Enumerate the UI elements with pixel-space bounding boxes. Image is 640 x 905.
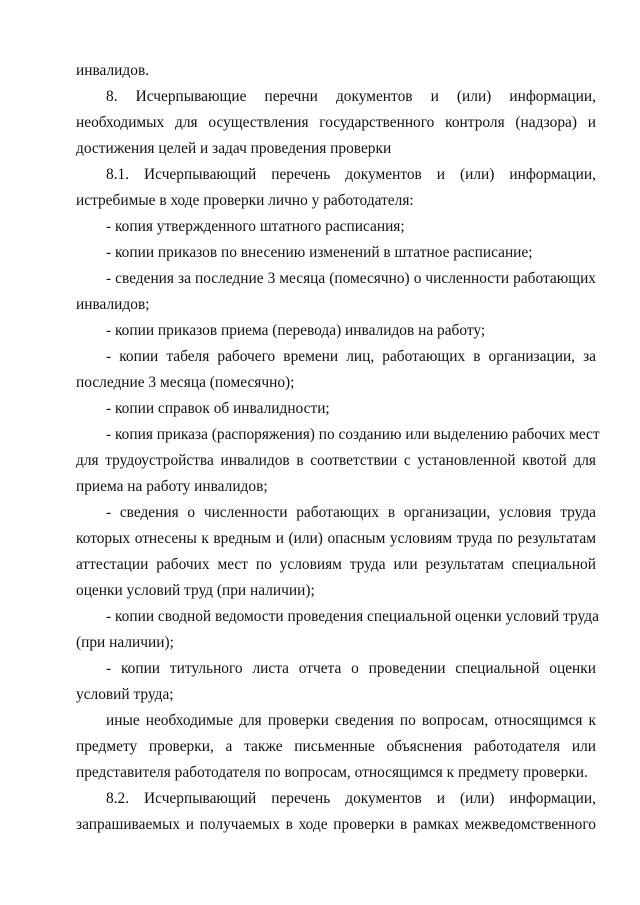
text-line: приема на работу инвалидов; <box>76 478 268 495</box>
text-line: достижения целей и задач проведения проверки <box>76 140 392 157</box>
text-line: инвалидов. <box>76 62 150 79</box>
text-line: - копии табеля рабочего времени лиц, работающих в организации, за <box>106 348 596 365</box>
text-line: условий труда; <box>76 686 174 703</box>
text-line: для трудоустройства инвалидов в соответствии с установленной квотой для <box>76 452 596 469</box>
text-line: - сведения за последние 3 месяца (помесячно) о численности работающих <box>106 270 596 287</box>
text-line: которых отнесены к вредным и (или) опасным условиям труда по результатам <box>76 530 596 547</box>
text-line: представителя работодателя по вопросам, относящимся к предмету проверки. <box>76 764 588 781</box>
text-line: иные необходимые для проверки сведения по вопросам, относящимся к <box>106 712 596 729</box>
text-line: - копии приказов по внесению изменений в штатное расписание; <box>106 244 533 261</box>
text-line: истребимые в ходе проверки лично у работодателя: <box>76 192 414 209</box>
text-line: необходимых для осуществления государственного контроля (надзора) и <box>76 114 596 131</box>
text-line: последние 3 месяца (помесячно); <box>76 374 295 391</box>
text-line: оценки условий труд (при наличии); <box>76 582 315 599</box>
text-line: 8.2. Исчерпывающий перечень документов и (или) информации, <box>106 790 596 807</box>
text-line: - копии приказов приема (перевода) инвалидов на работу; <box>106 322 486 339</box>
text-line: аттестации рабочих мест по условиям труда или результатам специальной <box>76 556 596 573</box>
text-line: 8.1. Исчерпывающий перечень документов и (или) информации, <box>106 166 596 183</box>
text-line: - копия приказа (распоряжения) по созданию или выделению рабочих мест <box>106 426 600 443</box>
text-line: - копии титульного листа отчета о проведении специальной оценки <box>106 660 596 677</box>
text-line: - копия утвержденного штатного расписания; <box>106 218 405 235</box>
document-page <box>76 58 600 838</box>
text-line: - сведения о численности работающих в организации, условия труда <box>106 504 596 521</box>
text-line: - копии сводной ведомости проведения специальной оценки условий труда <box>106 608 599 625</box>
text-line: 8. Исчерпывающие перечни документов и (или) информации, <box>106 88 596 105</box>
text-line: предмету проверки, а также письменные объяснения работодателя или <box>76 738 596 755</box>
document-body <box>76 58 600 838</box>
text-line: запрашиваемых и получаемых в ходе проверки в рамках межведомственного <box>76 816 596 833</box>
text-line: (при наличии); <box>76 634 174 651</box>
text-line: инвалидов; <box>76 296 150 313</box>
text-line: - копии справок об инвалидности; <box>106 400 330 417</box>
